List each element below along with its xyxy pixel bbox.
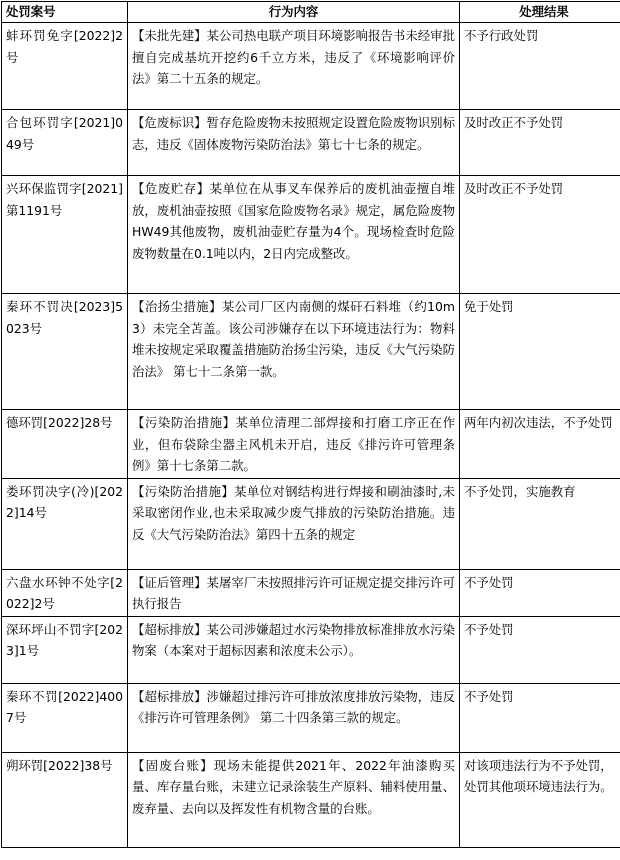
act-content-cell [128,569,460,616]
case-number-cell: 兴环保监罚字[2021]第1191号 [2,176,128,294]
table-row [2,752,620,847]
case-number-cell: 秦环不罚[2022]4007号 [2,683,128,752]
header-result: 处理结果 [460,2,620,23]
case-number-cell: 朔环罚[2022]38号 [2,752,128,847]
result-cell: 不予行政处罚 [460,23,620,110]
table-body [2,23,620,848]
case-number-cell: 蚌环罚免字[2022]2号 [2,23,128,110]
violation-tag: 【证后管理】 [132,574,207,590]
violation-tag: 【固废台账】 [132,757,214,773]
case-number-cell: 德环罚[2022]28号 [2,410,128,479]
result-cell: 及时改正不予处罚 [460,176,620,294]
act-content-cell [128,176,460,294]
violation-text: 某单位在从事叉车保养后的废机油壶擅自堆放，废机油壶按照《国家危险废物名录》规定，属危险废物HW49其他废物，废机油壶贮存量为4个。现场检查时危险废物数量在0.1吨以内，2日内完成整改。 [132,181,456,261]
case-number-cell: 合包环罚字[2021]049号 [2,110,128,176]
case-number-cell: 六盘水环钟不处字[2022]2号 [2,569,128,616]
table-row [2,176,620,294]
violation-tag: 【未批先建】 [132,28,207,43]
violation-text: 某单位对钢结构进行焊接和刷油漆时,未采取密闭作业,也未采取减少废气排放的污染防治措施。违反《大气污染防治法》第四十五条的规定 [132,483,455,542]
violation-text: 现场未能提供2021年、2022年油漆购买量、库存量台账，未建立记录涂装生产原料、辅料使用量、废弃量、去向以及挥发性有机物含量的台账。 [132,757,455,816]
act-content-cell [128,616,460,683]
table-row [2,23,620,110]
result-cell: 不予处罚，实施教育 [460,478,620,569]
result-cell: 不予处罚 [460,616,620,683]
act-content-cell [128,23,460,110]
table-row [2,410,620,479]
violation-text: 某公司厂区内南侧的煤矸石料堆（约10m3）未完全苫盖。该公司涉嫌存在以下环境违法行为：物料堆未按规定采取覆盖措施防治扬尘污染，违反《大气污染防治法》 第七十二条第一款。 [132,299,456,379]
violation-tag: 【治扬尘措施】 [132,299,222,314]
act-content-cell [128,683,460,752]
act-content-cell [128,752,460,847]
violation-text: 某公司涉嫌超过水污染物排放标准排放水污染物案（本案对于超标因素和浓度未公示）。 [132,621,456,658]
table-row [2,478,620,569]
violation-text: 某单位清理二部焊接和打磨工序正在作业，但布袋除尘器主风机未开启，违反《排污许可管理条例》第十七条第二款。 [132,415,456,473]
violation-tag: 【污染防治措施】 [132,483,235,499]
case-number-cell: 秦环不罚决[2023]5023号 [2,294,128,410]
result-cell: 及时改正不予处罚 [460,110,620,176]
case-number-cell: 娄环罚决字(冷)[2022]14号 [2,478,128,569]
act-content-cell [128,110,460,176]
violation-text: 某屠宰厂未按照排污许可证规定提交排污许可执行报告 [132,574,456,611]
result-cell: 两年内初次违法，不予处罚 [460,410,620,479]
result-cell: 对该项违法行为不予处罚，处罚其他项环境违法行为。 [460,752,620,847]
table-row [2,294,620,410]
violation-tag: 【超标排放】 [132,621,207,637]
violation-tag: 【危废标识】 [132,115,207,130]
table-row [2,110,620,176]
violation-text: 某公司热电联产项目环境影响报告书未经审批擅自完成基坑开挖约6千立方米，违反了《环境影响评价法》第二十五条的规定。 [132,28,456,86]
act-content-cell [128,478,460,569]
act-content-cell [128,294,460,410]
penalty-table [1,1,620,848]
table-header [2,2,620,23]
violation-tag: 【污染防治措施】 [132,415,236,430]
violation-text: 涉嫌超过排污许可排放浓度排放污染物，违反《排污许可管理条例》 第二十四条第三款的规定。 [132,688,456,725]
result-cell: 免于处罚 [460,294,620,410]
violation-text: 暂存危险废物未按照规定设置危险废物识别标志，违反《固体废物污染防治法》第七十七条的规定。 [132,115,456,152]
violation-tag: 【危废贮存】 [132,181,210,196]
case-number-cell: 深环坪山不罚字[2023]1号 [2,616,128,683]
act-content-cell [128,410,460,479]
result-cell: 不予处罚 [460,569,620,616]
header-case-number: 处罚案号 [2,2,128,23]
table-row [2,616,620,683]
header-row [2,2,620,23]
table-row [2,569,620,616]
result-cell: 不予处罚 [460,683,620,752]
violation-tag: 【超标排放】 [132,688,207,704]
table-row [2,683,620,752]
header-act-content: 行为内容 [128,2,460,23]
